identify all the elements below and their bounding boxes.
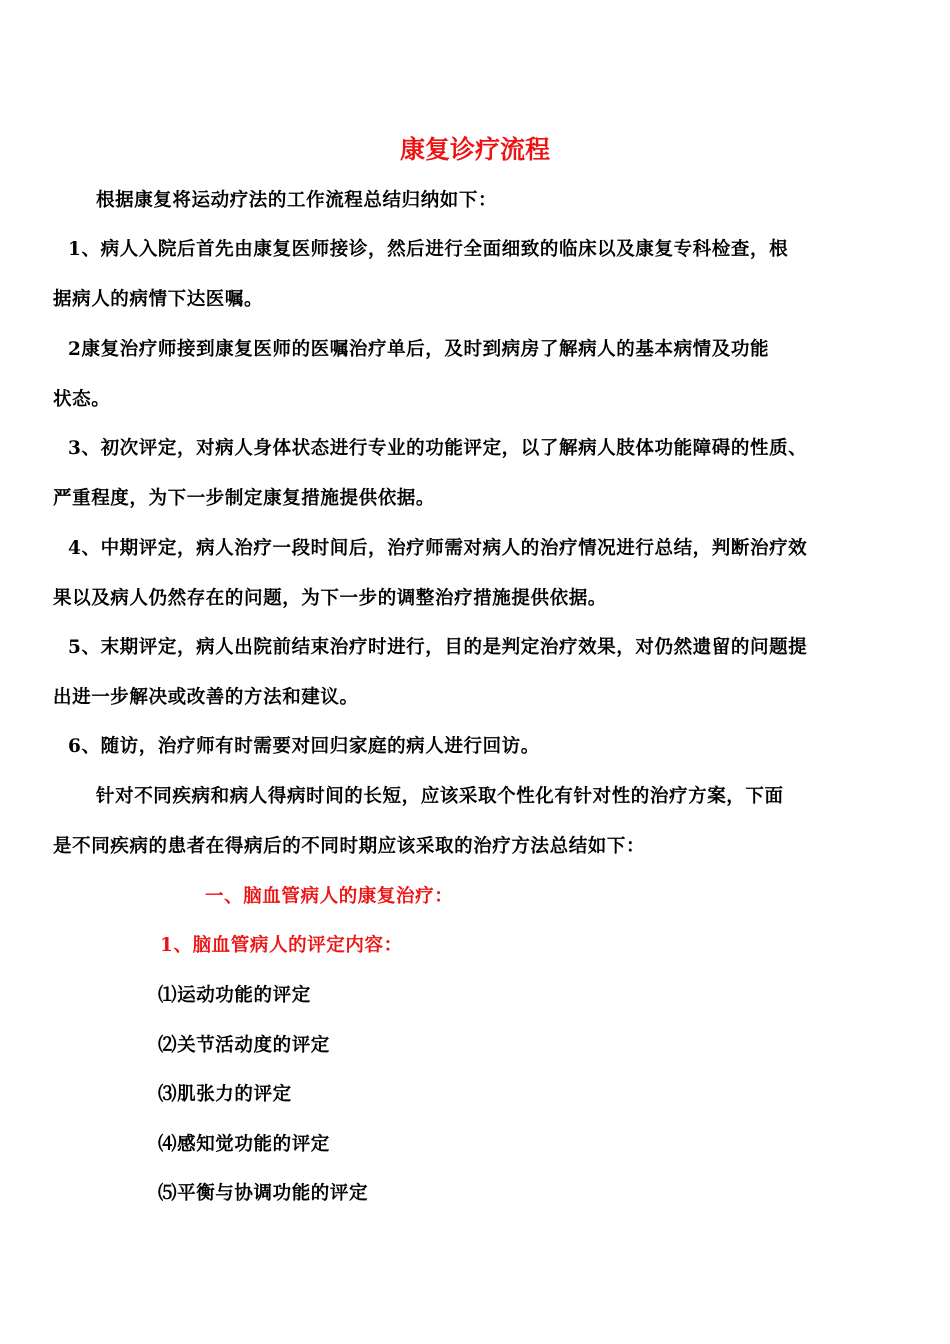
step-2-line-2: 状态。	[53, 389, 111, 410]
step-3-line-2: 严重程度，为下一步制定康复措施提供依据。	[53, 488, 436, 509]
summary-line-2: 是不同疾病的患者在得病后的不同时期应该采取的治疗方法总结如下：	[53, 836, 646, 857]
summary-line-1: 针对不同疾病和病人得病时间的长短，应该采取个性化有针对性的治疗方案，下面	[96, 786, 784, 807]
step-6-paragraph	[53, 722, 903, 772]
evaluation-item-5: ⑸平衡与协调功能的评定	[158, 1183, 369, 1204]
step-5-paragraph	[53, 623, 903, 723]
step-2-paragraph	[53, 325, 903, 425]
evaluation-item-3: ⑶肌张力的评定	[158, 1084, 292, 1105]
section-1-heading: 一、脑血管病人的康复治疗：	[205, 886, 454, 907]
summary-paragraph	[53, 772, 903, 872]
evaluation-item-1: ⑴运动功能的评定	[158, 985, 311, 1006]
step-4-paragraph	[53, 524, 903, 624]
evaluation-item-4: ⑷感知觉功能的评定	[158, 1134, 330, 1155]
step-5-line-2: 出进一步解决或改善的方法和建议。	[53, 687, 359, 708]
step-1-paragraph	[53, 225, 903, 325]
step-3-line-1: 3、初次评定，对病人身体状态进行专业的功能评定，以了解病人肢体功能障碍的性质、	[68, 438, 808, 459]
step-1-line-2: 据病人的病情下达医嘱。	[53, 289, 264, 310]
step-4-line-1: 4、中期评定，病人治疗一段时间后，治疗师需对病人的治疗情况进行总结，判断治疗效	[68, 538, 808, 559]
step-6-line-1: 6、随访，治疗师有时需要对回归家庭的病人进行回访。	[68, 736, 540, 757]
evaluation-item-2: ⑵关节活动度的评定	[158, 1035, 330, 1056]
subsection-1-heading: 1、脑血管病人的评定内容：	[160, 935, 403, 956]
intro-line: 根据康复将运动疗法的工作流程总结归纳如下：	[96, 190, 498, 211]
step-3-paragraph	[53, 424, 903, 524]
step-5-line-1: 5、末期评定，病人出院前结束治疗时进行，目的是判定治疗效果，对仍然遗留的问题提	[68, 637, 808, 658]
step-1-line-1: 1、病人入院后首先由康复医师接诊，然后进行全面细致的临床以及康复专科检查，根	[68, 239, 789, 260]
step-4-line-2: 果以及病人仍然存在的问题，为下一步的调整治疗措施提供依据。	[53, 588, 607, 609]
page-title: 康复诊疗流程	[399, 135, 550, 164]
step-2-line-1: 2康复治疗师接到康复医师的医嘱治疗单后，及时到病房了解病人的基本病情及功能	[68, 339, 770, 360]
intro-paragraph	[53, 176, 903, 226]
